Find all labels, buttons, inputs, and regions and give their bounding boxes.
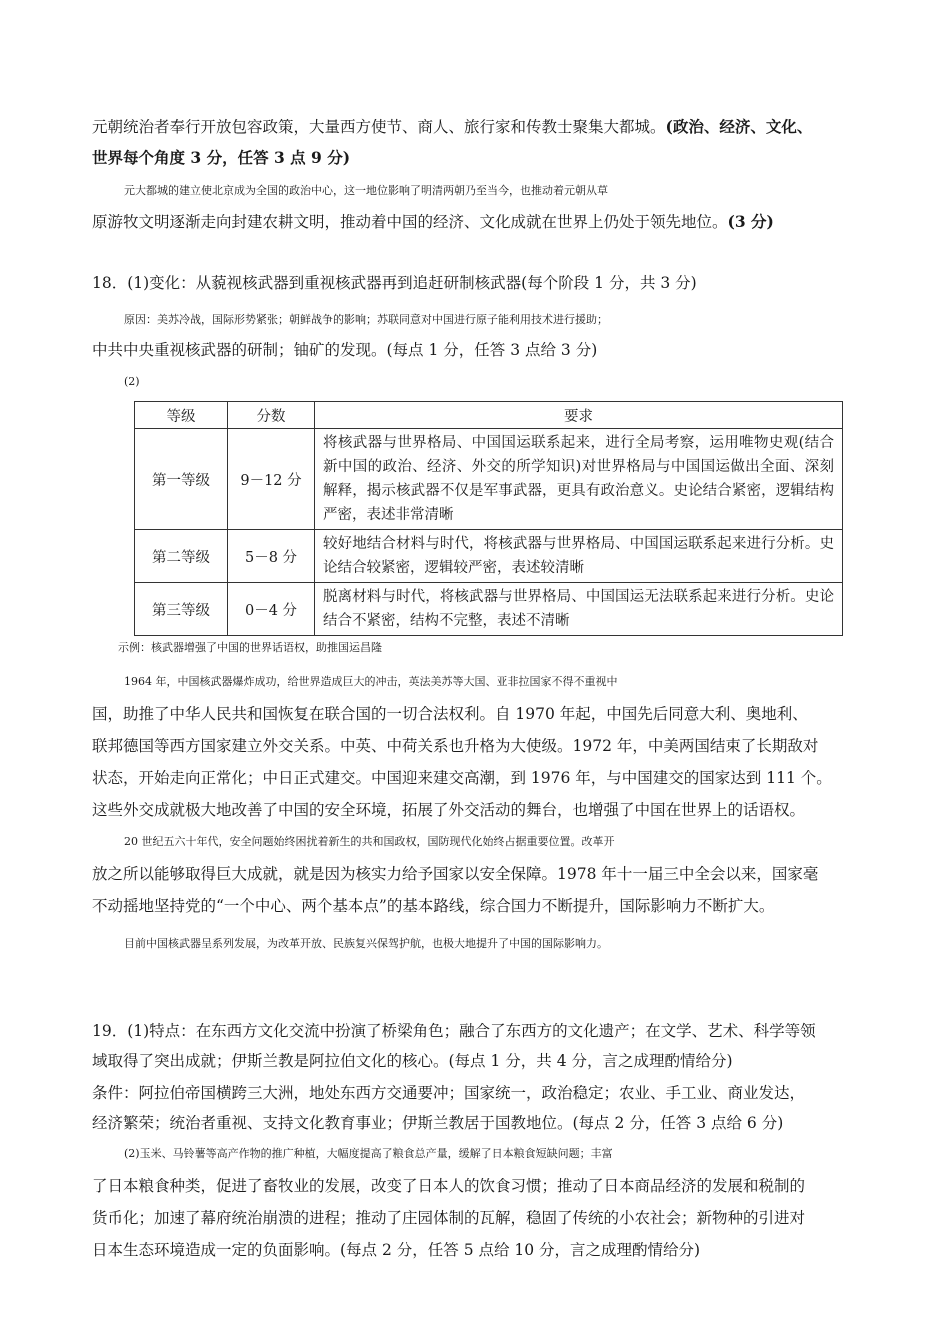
q18-para2-line: 不动摇地坚持党的“一个中心、两个基本点”的基本路线，综合国力不断提升，国际影响力不断扩大。: [92, 897, 775, 915]
q18-para1-line: 联邦德国等西方国家建立外交关系。中英、中荷关系也升格为大使级。1972 年，中美两国结束了长期敌对: [92, 737, 819, 755]
q18-para1-line: 国，助推了中华人民共和国恢复在联合国的一切合法权利。自 1970 年起，中国先后同意大利、奥地利、: [92, 705, 808, 723]
q17-line-3: 元大都城的建立使北京成为全国的政治中心，这一地位影响了明清两朝乃至当今，也推动着元朝从草: [124, 184, 608, 197]
q19-condition-line-1: 条件：阿拉伯帝国横跨三大洲，地处东西方交通要冲；国家统一，政治稳定；农业、手工业、商业发达，: [92, 1084, 806, 1102]
level-cell: 第二等级: [135, 530, 228, 583]
q17-line-1: 元朝统治者奉行开放包容政策，大量西方使节、商人、旅行家和传教士聚集大都城。(政治、经济、文化、: [92, 117, 813, 136]
q19-part2-line: (2)玉米、马铃薯等高产作物的推广种植，大幅度提高了粮食总产量，缓解了日本粮食短缺问题；丰富: [124, 1147, 613, 1160]
grading-rubric-table: [134, 401, 843, 636]
q19-trait-line-1: 19．(1)特点：在东西方文化交流中扮演了桥梁角色；融合了东西方的文化遗产；在文学、艺术、科学等领: [92, 1022, 816, 1040]
q19-part2-line: 货币化；加速了幕府统治崩溃的进程；推动了庄园体制的瓦解，稳固了传统的小农社会；新物种的引进对: [92, 1209, 806, 1227]
header-requirement: 要求: [315, 402, 843, 429]
q19-condition-line-2: 经济繁荣；统治者重视、支持文化教育事业；伊斯兰教居于国教地位。(每点 2 分，任答 3 点给 6 分): [92, 1114, 784, 1132]
score-cell: 5－8 分: [228, 530, 315, 583]
q18-part2-label: (2): [124, 375, 140, 388]
header-level: 等级: [135, 402, 228, 429]
q19-part2-line: 日本生态环境造成一定的负面影响。(每点 2 分，任答 5 点给 10 分，言之成理酌情给分): [92, 1241, 701, 1259]
score-cell: 9－12 分: [228, 429, 315, 530]
table-header-row: [135, 402, 843, 429]
table-row: [135, 429, 843, 530]
q18-para1-line: 1964 年，中国核武器爆炸成功，给世界造成巨大的冲击，英法美苏等大国、亚非拉国家不得不重视中: [124, 675, 618, 688]
q17-line-2: 世界每个角度 3 分，任答 3 点 9 分): [92, 148, 351, 167]
q19-trait-line-2: 域取得了突出成就；伊斯兰教是阿拉伯文化的核心。(每点 1 分，共 4 分，言之成理酌情给分): [92, 1052, 733, 1070]
q18-part1-change: 18．(1)变化：从藐视核武器到重视核武器再到追赶研制核武器(每个阶段 1 分，共 3 分): [92, 274, 697, 292]
q18-example: 示例：核武器增强了中国的世界话语权，助推国运昌隆: [118, 641, 382, 654]
q18-para1-line: 这些外交成就极大地改善了中国的安全环境，拓展了外交活动的舞台，也增强了中国在世界上的话语权。: [92, 801, 806, 819]
level-cell: 第三等级: [135, 583, 228, 636]
q17-line-4: 原游牧文明逐渐走向封建农耕文明，推动着中国的经济、文化成就在世界上仍处于领先地位。(3 分): [92, 212, 774, 231]
q18-reason-line-1: 原因：美苏冷战，国际形势紧张；朝鲜战争的影响；苏联同意对中国进行原子能利用技术进行援助；: [124, 313, 608, 326]
level-cell: 第一等级: [135, 429, 228, 530]
q19-part2-line: 了日本粮食种类，促进了畜牧业的发展，改变了日本人的饮食习惯；推动了日本商品经济的发展和税制的: [92, 1177, 806, 1195]
table-row: [135, 583, 843, 636]
table-row: [135, 530, 843, 583]
q18-para1-line: 状态，开始走向正常化；中日正式建交。中国迎来建交高潮，到 1976 年，与中国建交的国家达到 111 个。: [92, 769, 832, 787]
header-score: 分数: [228, 402, 315, 429]
requirement-cell: 较好地结合材料与时代，将核武器与世界格局、中国国运联系起来进行分析。史论结合较紧密，逻辑较严密，表述较清晰: [315, 530, 843, 583]
q18-reason-line-2: 中共中央重视核武器的研制；铀矿的发现。(每点 1 分，任答 3 点给 3 分): [92, 341, 598, 359]
score-cell: 0－4 分: [228, 583, 315, 636]
q18-para2-line: 20 世纪五六十年代，安全问题始终困扰着新生的共和国政权，国防现代化始终占据重要位置。改革开: [124, 835, 615, 848]
q18-para2-line: 放之所以能够取得巨大成就，就是因为核实力给予国家以安全保障。1978 年十一届三中全会以来，国家毫: [92, 865, 819, 883]
requirement-cell: 脱离材料与时代，将核武器与世界格局、中国国运无法联系起来进行分析。史论结合不紧密，结构不完整，表述不清晰: [315, 583, 843, 636]
requirement-cell: 将核武器与世界格局、中国国运联系起来，进行全局考察，运用唯物史观(结合新中国的政治、经济、外交的所学知识)对世界格局与中国国运做出全面、深刻解释，揭示核武器不仅是军事武器，更具有政治意义。史论结合紧密，逻辑结构严密，表述非常清晰: [315, 429, 843, 530]
q18-conclusion: 目前中国核武器呈系列发展，为改革开放、民族复兴保驾护航，也极大地提升了中国的国际影响力。: [124, 937, 608, 950]
